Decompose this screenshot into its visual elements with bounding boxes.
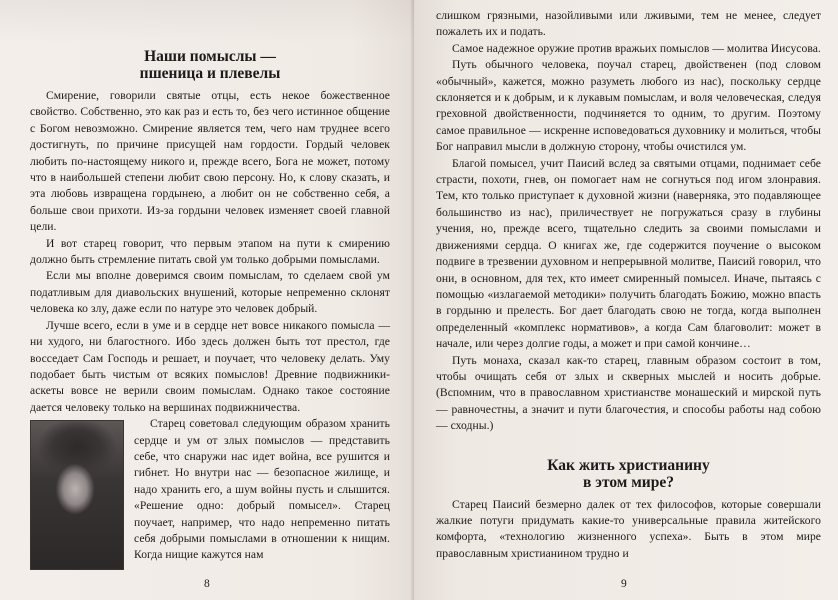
paragraph: слишком грязными, назойливыми или лживыми, тем не менее, следует пожалеть их и подать. [436,9,821,39]
section-title-line: пшеница и плевелы [139,65,281,82]
section-title-line: в этом мире? [583,473,674,491]
paragraph: Старец советовал следующим образом хранить сердце и ум от злых помыслов — представить себе, что снаружи нас идет война, все рушится и гибнет. Но внутри нас — безопасное жилище, и надо хранить его, а шум войны пусть и слышится. «Решение одно: добрый помысел». Старец поучает, например, что надо непременно питать себя добрыми помыслами в отношении к нищим. Когда нищие кажутся нам [134,417,390,562]
paragraph: Если мы вполне доверимся своим помыслам, то сделаем свой ум податливым для диавольских внушений, которые непременно склонят человека ко злу, даже если по натуре это человек добрый. [30,269,390,316]
paragraph: Старец Паисий безмерно далек от тех философов, которые совершали жалкие потуги придумать какие-то универсальные правила житейского комфорта, «технологию жизненного успеха». Быть в этом мире православным христианином трудно и [436,497,821,560]
section-title-line: Наши помыслы — [144,48,276,65]
left-text-column [30,48,390,572]
elder-portrait-photo [30,420,124,570]
paragraph: Благой помысел, учит Паисий вслед за святыми отцами, поднимает себе страсти, похоти, гнев, он помогает нам не согнуться под игом злонравия. Тем, кто только приступает к духовной жизни (наверняка, это подавляющее большинство из нас), приличествует не погружаться сразу в глубины учения, но, прежде всего, тщательно следить за своими помыслами и движениями сердца. О книгах же, где содержится поучение о высоком подвиге в трезвении духовном и непрерывной молитве, Паисий говорил, что они, в основном, для тех, кто имеет смиренный помысел. Иначе, пытаясь с помощью «излагаемой методики» получить благодать Божию, можно впасть в гордыню и прелесть. Бог дает благодать свою не тогда, когда выполнен определенный «комплекс нормативов», а когда Сам благоволит: может в начале, или через долгие годы, а может и при самой кончине… [436,156,821,351]
section-spacer [436,435,821,457]
paragraph: Путь монаха, сказал как-то старец, главным образом состоит в том, чтобы очищать себя от злых и скверных мыслей и носить добрые. (Вспомним, что в православном христианстве монашеский и мирской путь — равночестны, а значит и пути благочестия, и способы работы над собою — сходны.) [436,353,821,433]
right-text-column [436,8,821,562]
section-title-line: Как жить христианину [547,456,710,474]
section-title [436,457,821,491]
paragraph: Самое надежное оружие против вражьих помыслов — молитва Иисусова. [452,41,821,55]
paragraph: Путь обычного человека, поучал старец, двойственен (под словом «обычный», кажется, можно разуметь любого из нас), поскольку сердце склоняется и к добрым, и к лукавым помыслам, и воля человеческая, следуя греховной двойственности, подчиняется то одним, то другим. Поэтому самое правильное — искренне исповедоваться духовнику и молиться, чтобы Бог направил мысли в должную сторону, чтобы очистился ум. [436,58,821,154]
paragraph: И вот старец говорит, что первым этапом на пути к смирению должно быть стремление питать свой ум только добрыми помыслами. [30,236,390,267]
left-page [0,0,414,600]
page-number: 8 [204,578,210,590]
page-shading [0,0,414,42]
right-page [414,0,838,600]
section-title [30,48,390,82]
paragraph: Лучше всего, если в уме и в сердце нет вовсе никакого помысла — ни худого, ни благостного. Ибо здесь должен быть тот престол, где восседает Сам Господь и решает, и поучает, что человеку делать. Уму подобает быть чистым от всяких помыслов! Древние подвижники-аскеты вовсе не верили своим помыслам. Однако такое состояние дается человеку только на вершинах подвижничества. [30,318,390,414]
paragraph: Смирение, говорили святые отцы, есть некое божественное свойство. Собственно, это как раз и есть то, без чего истинное общение с Богом невозможно. Смирение является тем, чего нам труднее всего достигнуть, по причине присущей нам гордости. Гордый человек любить по-настоящему никого и, прежде всего, Бога не может, потому что в наибольшей степени любит свою персону. Но, к слову сказать, и эта любовь извращена гордынею, а любит он не собственно себя, а больше свои прихоти. Из-за гордыни человек изменяет своей главной цели. [30,89,390,234]
page-number: 9 [621,578,627,590]
